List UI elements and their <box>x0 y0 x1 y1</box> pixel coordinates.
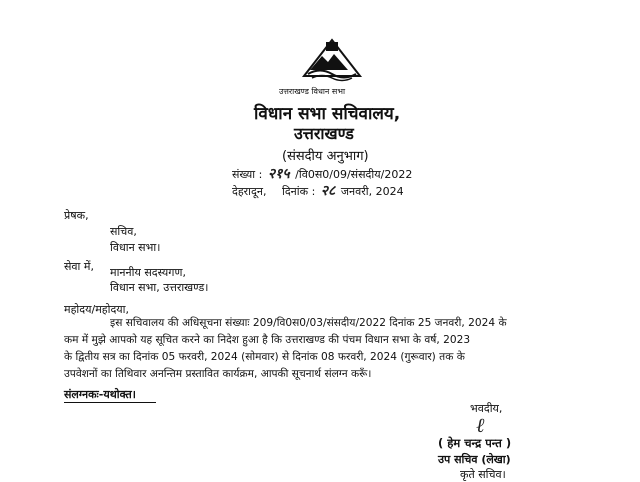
on-behalf-note: कृते सचिव। <box>460 468 506 481</box>
recipient-label: सेवा में, <box>64 260 94 273</box>
body-line-1: इस सचिवालय की अधिसूचना संख्याः 209/वि0स0/03/संसदीय/2022 दिनांक 25 जनवरी, 2024 के <box>110 317 507 329</box>
enclosure-note: संलग्नकः-यथोक्त। <box>64 388 136 401</box>
enclosure-underline <box>64 402 156 403</box>
salutation: महोदय/महोदया, <box>64 303 130 316</box>
date-month-year: जनवरी, 2024 <box>340 185 404 198</box>
signatory-designation: उप सचिव (लेखा) <box>438 453 511 466</box>
recipient-line-2: विधान सभा, उत्तराखण्ड। <box>110 281 209 294</box>
department-name: (संसदीय अनुभाग) <box>282 149 369 164</box>
closing: भवदीय, <box>470 402 503 415</box>
recipient-line-1: माननीय सदस्यगण, <box>110 266 186 279</box>
handwritten-initials: ℓ <box>476 413 485 437</box>
reference-label: संख्या : <box>232 168 263 181</box>
date-line <box>232 181 404 200</box>
signatory-name: ( हेम चन्द्र पन्त ) <box>438 436 512 450</box>
date-label: दिनांक : <box>281 185 316 198</box>
reference-suffix: /वि0स0/09/संसदीय/2022 <box>295 168 413 181</box>
state-title: उत्तराखण्ड <box>294 124 354 143</box>
place: देहरादून, <box>232 185 267 198</box>
date-day-handwritten: २८ <box>320 183 336 199</box>
office-title: विधान सभा सचिवालय, <box>254 104 401 124</box>
sender-line-1: सचिव, <box>110 225 137 238</box>
logo-caption: उत्तराखण्ड विधान सभा <box>279 87 346 96</box>
body-line-4: उपवेशनों का तिथिवार अनन्तिम प्रस्तावित कार्यक्रम, आपकी सूचनार्थ संलग्न करूँ। <box>64 368 372 380</box>
sender-line-2: विधान सभा। <box>110 241 161 254</box>
assembly-emblem <box>300 36 364 82</box>
body-line-2: कम में मुझे आपको यह सूचित करने का निदेश हुआ है कि उत्तराखण्ड की पंचम विधान सभा के वर्ष, 2023 <box>64 334 471 346</box>
body-line-3: के द्वितीय सत्र का दिनांक 05 फरवरी, 2024 (सोमवार) से दिनांक 08 फरवरी, 2024 (गुरूवार) तक के <box>64 351 465 363</box>
sender-label: प्रेषक, <box>64 209 89 222</box>
reference-number-handwritten: २१५ <box>267 166 290 182</box>
